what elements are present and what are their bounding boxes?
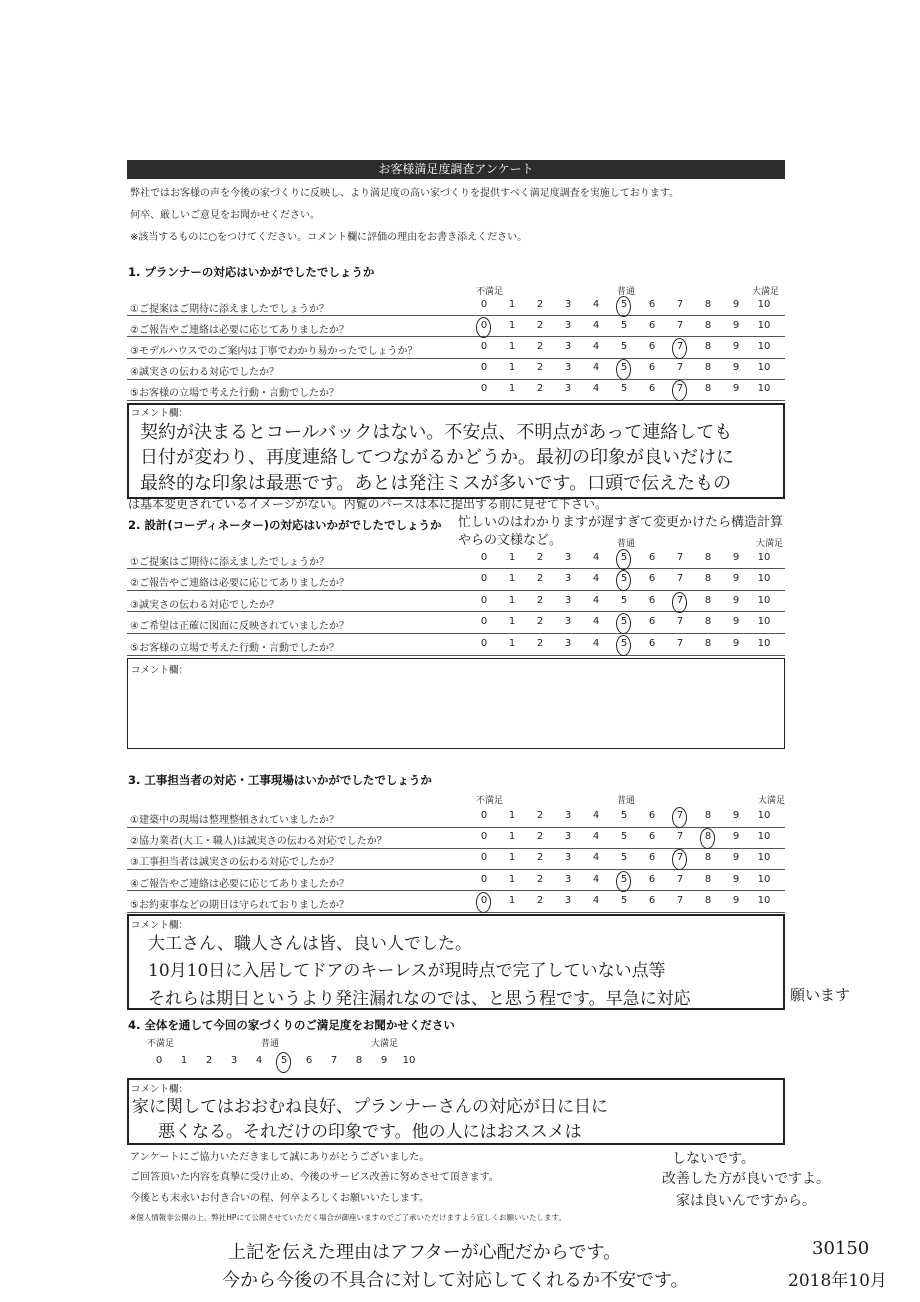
s1-question-2: ②ご報告やご連絡は必要に応じてありましたか？ [130, 325, 349, 336]
rating-option-4[interactable]: 4 [592, 299, 600, 310]
s4-comment-label: コメント欄： [131, 1084, 189, 1095]
s2-question-5: ⑤お客様の立場で考えた行動・言動でしたか？ [130, 643, 339, 654]
rating-option-6[interactable]: 6 [648, 573, 656, 584]
row-divider [127, 379, 785, 380]
rating-option-1[interactable]: 1 [508, 362, 516, 373]
s4-scale-mid: 普通 [261, 1039, 280, 1049]
rating-option-9[interactable]: 9 [732, 573, 740, 584]
rating-option-7[interactable]: 7 [676, 831, 684, 842]
s3-question-5: ⑤お約束事などの期日は守られておりましたか？ [130, 900, 349, 911]
rating-option-5[interactable]: 5 [620, 895, 628, 906]
s2-scale-mid: 普通 [617, 539, 636, 549]
s1-comment-line-2: 日付が変わり、再度連絡してつながるかどうか。最初の印象が良いだけに [140, 447, 734, 468]
s2-question-4: ④ご希望は正確に図面に反映されていましたか？ [130, 621, 349, 632]
side-note-line-3: 家は良いんですから。 [676, 1193, 816, 1209]
rating-option-6[interactable]: 6 [648, 895, 656, 906]
rating-option-6[interactable]: 6 [648, 299, 656, 310]
rating-option-5[interactable]: 5 [620, 552, 628, 563]
rating-option-6[interactable]: 6 [648, 810, 656, 821]
rating-option-7[interactable]: 7 [676, 341, 684, 352]
rating-option-8[interactable]: 8 [704, 595, 712, 606]
rating-option-4[interactable]: 4 [592, 874, 600, 885]
selected-rating-circle [672, 807, 687, 828]
selected-rating-circle [616, 570, 631, 591]
s3-comment-label: コメント欄： [131, 920, 189, 931]
rating-option-0[interactable]: 0 [480, 852, 488, 863]
rating-option-6[interactable]: 6 [648, 852, 656, 863]
rating-option-1[interactable]: 1 [508, 616, 516, 627]
overall-rating-option-4[interactable]: 4 [255, 1055, 263, 1066]
rating-option-3[interactable]: 3 [564, 874, 572, 885]
s1-scale-mid: 普通 [617, 287, 636, 297]
s1-question-1: ①ご提案はご期待に添えましたでしょうか？ [130, 304, 329, 315]
rating-option-4[interactable]: 4 [592, 362, 600, 373]
rating-option-6[interactable]: 6 [648, 638, 656, 649]
rating-option-8[interactable]: 8 [704, 383, 712, 394]
s2-question-1: ①ご提案はご期待に添えましたでしょうか？ [130, 557, 329, 568]
rating-option-4[interactable]: 4 [592, 852, 600, 863]
rating-option-10[interactable]: 10 [757, 895, 771, 906]
s2-comment-label: コメント欄： [131, 665, 189, 676]
selected-rating-circle [476, 892, 491, 913]
rating-option-9[interactable]: 9 [732, 383, 740, 394]
s4-scale-high: 大満足 [371, 1039, 399, 1049]
rating-option-4[interactable]: 4 [592, 320, 600, 331]
rating-option-0[interactable]: 0 [480, 895, 488, 906]
selected-rating-circle [276, 1052, 291, 1073]
row-divider [127, 400, 785, 401]
rating-option-1[interactable]: 1 [508, 831, 516, 842]
document-date: 2018年10月 [788, 1271, 887, 1291]
rating-option-7[interactable]: 7 [676, 895, 684, 906]
privacy-fineprint: ※個人情報非公開の上、弊社HPにて公開させていただく場合が御座いますのでご了承いただけますよう宜しくお願いいたします。 [130, 1213, 566, 1222]
rating-option-10[interactable]: 10 [757, 638, 771, 649]
rating-option-10[interactable]: 10 [757, 874, 771, 885]
rating-option-1[interactable]: 1 [508, 383, 516, 394]
rating-option-10[interactable]: 10 [757, 810, 771, 821]
rating-option-7[interactable]: 7 [676, 299, 684, 310]
rating-option-1[interactable]: 1 [508, 874, 516, 885]
selected-rating-circle [700, 828, 715, 849]
rating-option-7[interactable]: 7 [676, 552, 684, 563]
s3-scale-low: 不満足 [476, 796, 504, 806]
rating-option-10[interactable]: 10 [757, 552, 771, 563]
rating-option-3[interactable]: 3 [564, 320, 572, 331]
rating-option-5[interactable]: 5 [620, 831, 628, 842]
row-divider [127, 315, 785, 316]
row-divider [127, 655, 785, 656]
row-divider [127, 336, 785, 337]
rating-option-10[interactable]: 10 [757, 616, 771, 627]
selected-rating-circle [672, 338, 687, 359]
rating-option-1[interactable]: 1 [508, 552, 516, 563]
rating-option-5[interactable]: 5 [620, 341, 628, 352]
rating-option-5[interactable]: 5 [620, 874, 628, 885]
rating-option-0[interactable]: 0 [480, 638, 488, 649]
intro-line-3: ※該当するものに○をつけてください。コメント欄に評価の理由をお書き添えください。 [130, 232, 528, 243]
selected-rating-circle [476, 317, 491, 338]
section-2-heading: 2. 設計(コーディネーター)の対応はいかがでしたでしょうか [128, 518, 442, 532]
s1-comment-label: コメント欄： [131, 408, 189, 419]
rating-option-0[interactable]: 0 [480, 616, 488, 627]
s2-heading-handwritten-note: 忙しいのはわかりますが遅すぎて変更かけたら構造計算やらの文様など。 [458, 515, 784, 548]
rating-option-3[interactable]: 3 [564, 552, 572, 563]
rating-option-7[interactable]: 7 [676, 320, 684, 331]
rating-option-10[interactable]: 10 [757, 383, 771, 394]
side-note-line-1: しないです。 [672, 1151, 755, 1167]
rating-option-3[interactable]: 3 [564, 299, 572, 310]
selected-rating-circle [672, 380, 687, 401]
rating-option-0[interactable]: 0 [480, 383, 488, 394]
rating-option-9[interactable]: 9 [732, 362, 740, 373]
rating-option-7[interactable]: 7 [676, 810, 684, 821]
s3-comment-line-3: それらは期日というより発注漏れなのでは、と思う程です。早急に対応 [148, 989, 691, 1009]
rating-option-0[interactable]: 0 [480, 552, 488, 563]
rating-option-8[interactable]: 8 [704, 895, 712, 906]
rating-option-2[interactable]: 2 [536, 638, 544, 649]
rating-option-6[interactable]: 6 [648, 595, 656, 606]
survey-title: お客様満足度調査アンケート [127, 160, 785, 179]
rating-option-4[interactable]: 4 [592, 383, 600, 394]
rating-option-2[interactable]: 2 [536, 552, 544, 563]
overall-rating-option-0[interactable]: 0 [155, 1055, 163, 1066]
rating-option-7[interactable]: 7 [676, 362, 684, 373]
rating-option-2[interactable]: 2 [536, 362, 544, 373]
rating-option-3[interactable]: 3 [564, 638, 572, 649]
rating-option-5[interactable]: 5 [620, 852, 628, 863]
selected-rating-circle [616, 635, 631, 656]
selected-rating-circle [616, 359, 631, 380]
rating-option-3[interactable]: 3 [564, 362, 572, 373]
rating-option-7[interactable]: 7 [676, 383, 684, 394]
selected-rating-circle [672, 849, 687, 870]
rating-option-0[interactable]: 0 [480, 341, 488, 352]
overall-rating-option-1[interactable]: 1 [180, 1055, 188, 1066]
rating-option-7[interactable]: 7 [676, 638, 684, 649]
rating-option-0[interactable]: 0 [480, 362, 488, 373]
rating-option-2[interactable]: 2 [536, 831, 544, 842]
rating-option-9[interactable]: 9 [732, 810, 740, 821]
rating-option-6[interactable]: 6 [648, 874, 656, 885]
s2-question-2: ②ご報告やご連絡は必要に応じてありましたか？ [130, 578, 349, 589]
closing-line-2: ご回答頂いた内容を真摯に受け止め、今後のサービス改善に努めさせて頂きます。 [130, 1172, 499, 1183]
s1-question-5: ⑤お客様の立場で考えた行動・言動でしたか？ [130, 388, 339, 399]
s2-scale-high: 大満足 [756, 539, 784, 549]
rating-option-4[interactable]: 4 [592, 616, 600, 627]
rating-option-7[interactable]: 7 [676, 616, 684, 627]
s3-question-3: ③工事担当者は誠実さの伝わる対応でしたか？ [130, 857, 339, 868]
rating-option-9[interactable]: 9 [732, 852, 740, 863]
rating-option-5[interactable]: 5 [620, 616, 628, 627]
rating-option-8[interactable]: 8 [704, 852, 712, 863]
row-divider [127, 590, 785, 591]
rating-option-5[interactable]: 5 [620, 595, 628, 606]
intro-line-2: 何卒、厳しいご意見をお聞かせください。 [130, 210, 320, 221]
rating-option-3[interactable]: 3 [564, 383, 572, 394]
s3-scale-mid: 普通 [617, 796, 636, 806]
rating-option-8[interactable]: 8 [704, 810, 712, 821]
s4-scale-low: 不満足 [147, 1039, 175, 1049]
rating-option-8[interactable]: 8 [704, 616, 712, 627]
s3-question-2: ②協力業者(大工・職人)は誠実さの伝わる対応でしたか？ [130, 836, 387, 847]
rating-option-4[interactable]: 4 [592, 341, 600, 352]
rating-option-4[interactable]: 4 [592, 595, 600, 606]
rating-option-4[interactable]: 4 [592, 552, 600, 563]
selected-rating-circle [672, 592, 687, 613]
rating-option-8[interactable]: 8 [704, 362, 712, 373]
rating-option-2[interactable]: 2 [536, 852, 544, 863]
rating-option-6[interactable]: 6 [648, 320, 656, 331]
rating-option-10[interactable]: 10 [757, 595, 771, 606]
rating-option-3[interactable]: 3 [564, 573, 572, 584]
overall-rating-option-5[interactable]: 5 [280, 1055, 288, 1066]
s3-comment-line-2: 10月10日に入居してドアのキーレスが現時点で完了していない点等 [148, 961, 666, 981]
selected-rating-circle [616, 871, 631, 892]
rating-option-2[interactable]: 2 [536, 595, 544, 606]
rating-option-2[interactable]: 2 [536, 616, 544, 627]
document-id: 30150 [812, 1238, 870, 1259]
section-1-heading: 1. プランナーの対応はいかがでしたでしょうか [128, 265, 375, 279]
rating-option-10[interactable]: 10 [757, 341, 771, 352]
rating-option-9[interactable]: 9 [732, 299, 740, 310]
rating-option-2[interactable]: 2 [536, 299, 544, 310]
s3-scale-high: 大満足 [758, 796, 786, 806]
rating-option-6[interactable]: 6 [648, 362, 656, 373]
rating-option-1[interactable]: 1 [508, 595, 516, 606]
rating-option-1[interactable]: 1 [508, 810, 516, 821]
rating-option-0[interactable]: 0 [480, 874, 488, 885]
row-divider [127, 848, 785, 849]
rating-option-8[interactable]: 8 [704, 320, 712, 331]
rating-option-7[interactable]: 7 [676, 595, 684, 606]
rating-option-1[interactable]: 1 [508, 573, 516, 584]
closing-line-3: 今後とも末永いお付き合いの程、何卒よろしくお願いいたします。 [130, 1193, 430, 1204]
rating-option-3[interactable]: 3 [564, 895, 572, 906]
rating-option-0[interactable]: 0 [480, 320, 488, 331]
overall-rating-option-9[interactable]: 9 [380, 1055, 388, 1066]
s4-comment-line-2: 悪くなる。それだけの印象です。他の人にはおススメは [158, 1122, 582, 1142]
s2-comment-box[interactable] [127, 658, 785, 749]
rating-option-2[interactable]: 2 [536, 874, 544, 885]
rating-option-1[interactable]: 1 [508, 895, 516, 906]
rating-option-5[interactable]: 5 [620, 320, 628, 331]
rating-option-4[interactable]: 4 [592, 573, 600, 584]
s1-comment-line-4: は基本変更されているイメージがない。内覧のパースは本に提出する前に見せて下さい。 [128, 497, 608, 511]
row-divider [127, 633, 785, 634]
rating-option-2[interactable]: 2 [536, 383, 544, 394]
closing-line-1: アンケートにご協力いただきまして誠にありがとうございました。 [130, 1152, 430, 1163]
rating-option-2[interactable]: 2 [536, 895, 544, 906]
s1-question-3: ③モデルハウスでのご案内は丁寧でわかり易かったでしょうか？ [130, 346, 418, 357]
rating-option-6[interactable]: 6 [648, 552, 656, 563]
rating-option-9[interactable]: 9 [732, 616, 740, 627]
rating-option-9[interactable]: 9 [732, 638, 740, 649]
rating-option-3[interactable]: 3 [564, 852, 572, 863]
selected-rating-circle [616, 296, 631, 317]
rating-option-1[interactable]: 1 [508, 299, 516, 310]
rating-option-9[interactable]: 9 [732, 320, 740, 331]
rating-option-9[interactable]: 9 [732, 874, 740, 885]
selected-rating-circle [616, 549, 631, 570]
rating-option-4[interactable]: 4 [592, 810, 600, 821]
rating-option-5[interactable]: 5 [620, 299, 628, 310]
rating-option-0[interactable]: 0 [480, 831, 488, 842]
rating-option-9[interactable]: 9 [732, 552, 740, 563]
s1-comment-line-1: 契約が決まるとコールバックはない。不安点、不明点があって連絡しても [140, 422, 733, 443]
rating-option-8[interactable]: 8 [704, 573, 712, 584]
s1-scale-high: 大満足 [752, 287, 780, 297]
rating-option-10[interactable]: 10 [757, 831, 771, 842]
rating-option-4[interactable]: 4 [592, 895, 600, 906]
rating-option-7[interactable]: 7 [676, 573, 684, 584]
rating-option-1[interactable]: 1 [508, 852, 516, 863]
rating-option-3[interactable]: 3 [564, 341, 572, 352]
rating-option-10[interactable]: 10 [757, 362, 771, 373]
row-divider [127, 890, 785, 891]
s1-question-4: ④誠実さの伝わる対応でしたか？ [130, 367, 279, 378]
rating-option-6[interactable]: 6 [648, 831, 656, 842]
rating-option-2[interactable]: 2 [536, 573, 544, 584]
s1-scale-low: 不満足 [476, 287, 504, 297]
rating-option-0[interactable]: 0 [480, 595, 488, 606]
rating-option-9[interactable]: 9 [732, 341, 740, 352]
overall-rating-option-8[interactable]: 8 [355, 1055, 363, 1066]
rating-option-1[interactable]: 1 [508, 320, 516, 331]
rating-option-9[interactable]: 9 [732, 595, 740, 606]
s3-comment-overflow: 願います [790, 986, 851, 1004]
rating-option-6[interactable]: 6 [648, 341, 656, 352]
rating-option-5[interactable]: 5 [620, 383, 628, 394]
rating-option-3[interactable]: 3 [564, 810, 572, 821]
overall-rating-option-6[interactable]: 6 [305, 1055, 313, 1066]
s1-comment-line-3: 最終的な印象は最悪です。あとは発注ミスが多いです。口頭で伝えたもの [140, 473, 732, 494]
rating-option-5[interactable]: 5 [620, 810, 628, 821]
rating-option-3[interactable]: 3 [564, 616, 572, 627]
row-divider [127, 358, 785, 359]
bottom-note-line-2: 今から今後の不具合に対して対応してくれるか不安です。 [222, 1270, 689, 1291]
s3-question-1: ①建築中の現場は整理整頓されていましたか？ [130, 815, 339, 826]
section-3-heading: 3. 工事担当者の対応・工事現場はいかがでしたでしょうか [128, 773, 432, 787]
rating-option-5[interactable]: 5 [620, 362, 628, 373]
rating-option-6[interactable]: 6 [648, 383, 656, 394]
rating-option-3[interactable]: 3 [564, 595, 572, 606]
rating-option-7[interactable]: 7 [676, 874, 684, 885]
row-divider [127, 827, 785, 828]
rating-option-9[interactable]: 9 [732, 831, 740, 842]
rating-option-5[interactable]: 5 [620, 573, 628, 584]
rating-option-0[interactable]: 0 [480, 810, 488, 821]
overall-rating-option-2[interactable]: 2 [205, 1055, 213, 1066]
rating-option-2[interactable]: 2 [536, 320, 544, 331]
s2-question-3: ③誠実さの伝わる対応でしたか？ [130, 600, 279, 611]
row-divider [127, 912, 785, 913]
s4-comment-line-1: 家に関してはおおむね良好、プランナーさんの対応が日に日に [132, 1097, 608, 1117]
rating-option-8[interactable]: 8 [704, 874, 712, 885]
rating-option-0[interactable]: 0 [480, 299, 488, 310]
rating-option-2[interactable]: 2 [536, 341, 544, 352]
rating-option-10[interactable]: 10 [757, 573, 771, 584]
s3-comment-line-1: 大工さん、職人さんは皆、良い人でした。 [148, 934, 473, 954]
bottom-note-line-1: 上記を伝えた理由はアフターが心配だからです。 [228, 1242, 622, 1263]
selected-rating-circle [616, 613, 631, 634]
overall-rating-option-7[interactable]: 7 [330, 1055, 338, 1066]
rating-option-8[interactable]: 8 [704, 638, 712, 649]
overall-rating-option-3[interactable]: 3 [230, 1055, 238, 1066]
rating-option-10[interactable]: 10 [757, 299, 771, 310]
rating-option-5[interactable]: 5 [620, 638, 628, 649]
rating-option-4[interactable]: 4 [592, 638, 600, 649]
section-4-heading: 4. 全体を通して今回の家づくりのご満足度をお聞かせください [128, 1018, 455, 1032]
s3-question-4: ④ご報告やご連絡は必要に応じてありましたか？ [130, 879, 349, 890]
rating-option-9[interactable]: 9 [732, 895, 740, 906]
rating-option-8[interactable]: 8 [704, 341, 712, 352]
rating-option-0[interactable]: 0 [480, 573, 488, 584]
rating-option-4[interactable]: 4 [592, 831, 600, 842]
overall-rating-option-10[interactable]: 10 [402, 1055, 416, 1066]
rating-option-1[interactable]: 1 [508, 341, 516, 352]
rating-option-10[interactable]: 10 [757, 320, 771, 331]
rating-option-1[interactable]: 1 [508, 638, 516, 649]
rating-option-6[interactable]: 6 [648, 616, 656, 627]
rating-option-3[interactable]: 3 [564, 831, 572, 842]
rating-option-8[interactable]: 8 [704, 299, 712, 310]
rating-option-10[interactable]: 10 [757, 852, 771, 863]
rating-option-8[interactable]: 8 [704, 552, 712, 563]
intro-line-1: 弊社ではお客様の声を今後の家づくりに反映し、より満足度の高い家づくりを提供すべく満足度調査を実施しております。 [130, 188, 679, 199]
side-note-line-2: 改善した方が良いですよ。 [662, 1171, 830, 1187]
rating-option-8[interactable]: 8 [704, 831, 712, 842]
row-divider [127, 611, 785, 612]
rating-option-7[interactable]: 7 [676, 852, 684, 863]
row-divider [127, 869, 785, 870]
row-divider [127, 568, 785, 569]
rating-option-2[interactable]: 2 [536, 810, 544, 821]
